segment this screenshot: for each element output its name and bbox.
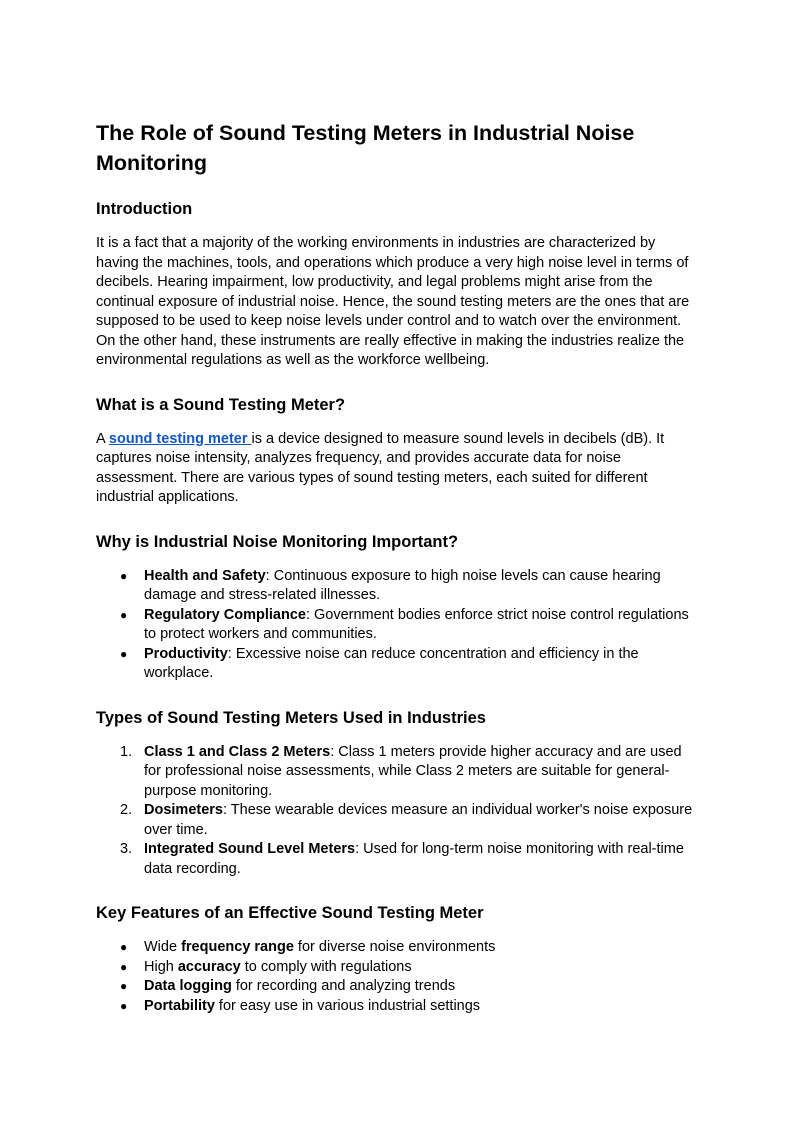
list-item-text: : Used for long-term noise monitoring with real-time data recording. [144, 841, 684, 877]
list-item [120, 801, 700, 840]
list-item-text: : Class 1 meters provide higher accuracy and are used for professional noise assessments, while Class 2 meters are suitable for general-purpose monitoring. [144, 743, 682, 799]
list-item-text: for recording and analyzing trends [231, 978, 456, 994]
list-item-term: Data logging [144, 978, 232, 994]
list-item-prefix: Wide [144, 939, 182, 955]
bullet-icon: ● [120, 940, 128, 954]
list-item-term: Health and Safety [144, 567, 266, 584]
list-item-text: for easy use in various industrial settings [214, 997, 481, 1014]
bullet-icon: ● [120, 998, 128, 1013]
key-features-list [96, 938, 700, 1016]
sound-testing-meter-link[interactable]: sound testing meter [108, 430, 252, 447]
list-item [120, 743, 700, 802]
list-item-text: : Continuous exposure to high noise levels can cause hearing damage and stress-related illnesses. [144, 567, 661, 603]
list-item [120, 645, 700, 684]
what-is-prefix: A [96, 430, 109, 447]
list-number: 2. [120, 802, 133, 818]
section-heading-types: Types of Sound Testing Meters Used in Industries [96, 708, 486, 727]
document-page [96, 118, 700, 1039]
list-item-text: for diverse noise environments [293, 939, 496, 955]
list-item-term: Portability [144, 997, 215, 1014]
list-item [120, 977, 700, 997]
bullet-icon: ● [120, 568, 128, 583]
list-item [120, 567, 700, 606]
list-item [120, 606, 700, 645]
bullet-icon: ● [120, 646, 128, 661]
bullet-icon: ● [120, 979, 128, 993]
why-important-list [96, 567, 700, 684]
list-item [120, 997, 700, 1017]
list-item-text: : Government bodies enforce strict noise control regulations to protect workers and communities. [144, 606, 689, 642]
section-heading-introduction: Introduction [96, 200, 193, 218]
list-item-term: Productivity [144, 645, 228, 662]
page-title: The Role of Sound Testing Meters in Industrial Noise Monitoring [96, 121, 635, 175]
what-is-paragraph [96, 430, 700, 508]
list-item-term: Integrated Sound Level Meters [144, 841, 356, 857]
section-heading-key-features: Key Features of an Effective Sound Testing Meter [96, 904, 484, 922]
section-heading-why-important: Why is Industrial Noise Monitoring Important? [96, 532, 459, 551]
list-item-text: : These wearable devices measure an individual worker's noise exposure over time. [144, 802, 693, 838]
types-list [96, 743, 700, 880]
list-item-text: : Excessive noise can reduce concentration and efficiency in the workplace. [144, 645, 639, 681]
list-item [120, 840, 700, 879]
list-item-term: Dosimeters [144, 802, 223, 818]
list-item-term: Class 1 and Class 2 Meters [144, 743, 331, 760]
list-number: 1. [120, 743, 133, 760]
list-number: 3. [120, 841, 133, 857]
what-is-body: is a device designed to measure sound levels in decibels (dB). It captures noise intensity, analyzes frequency, and provides accurate data for noise assessment. There are various types of sound testing meters, each suited for different industrial applications. [96, 430, 665, 505]
list-item-text: to comply with regulations [240, 958, 412, 975]
list-item-term: Regulatory Compliance [144, 606, 306, 623]
list-item [120, 938, 700, 958]
list-item [120, 958, 700, 978]
list-item-term: frequency range [181, 939, 294, 955]
list-item-prefix: High [144, 958, 178, 975]
bullet-icon: ● [120, 959, 128, 974]
list-item-term: accuracy [177, 958, 241, 975]
bullet-icon: ● [120, 607, 128, 622]
section-heading-what-is: What is a Sound Testing Meter? [96, 395, 346, 414]
intro-paragraph: It is a fact that a majority of the working environments in industries are characterized by having the machines, tools, and operations which produce a very high noise level in terms of decibels. Hearing impairment, low productivity, and legal problems might arise from the continual exposure of industrial noise. Hence, the sound testing meters are the ones that are supposed to be used to keep noise levels under control and to watch over the environment. On the other hand, these instruments are really effective in making the industries realize the environmental regulations as well as the workforce wellbeing. [96, 235, 690, 368]
